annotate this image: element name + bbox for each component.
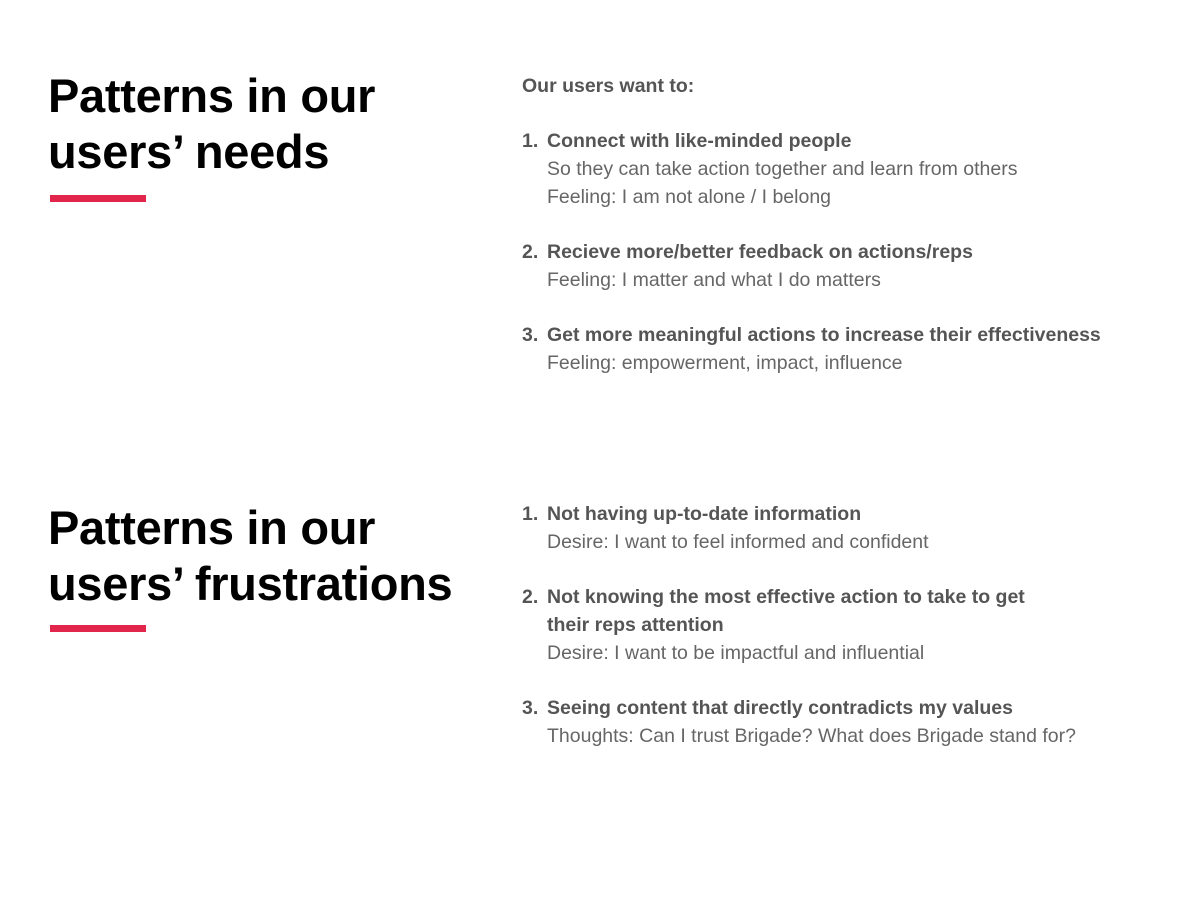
frustrations-accent-divider [50,625,146,632]
list-item-feeling: Feeling: empowerment, impact, influence [547,352,903,374]
needs-accent-divider [50,195,146,202]
frustrations-heading [48,500,488,612]
frustrations-heading-line-2: users’ frustrations [48,557,453,610]
needs-list [522,127,1172,377]
needs-intro: Our users want to: [522,75,695,97]
list-item-title: Not having up-to-date information [547,503,862,525]
list-item-feeling: Feeling: I matter and what I do matters [547,269,881,291]
frustrations-heading-line-1: Patterns in our [48,501,376,554]
list-item-title: Recieve more/better feedback on actions/reps [547,241,973,263]
frustrations-content [522,500,1172,777]
list-item-desire: Desire: I want to feel informed and confident [547,531,929,553]
needs-list-item [522,321,1172,377]
list-item-title: Seeing content that directly contradicts my values [547,697,1013,719]
needs-content [522,68,1172,404]
list-item-detail: So they can take action together and learn from others [547,158,1018,180]
frustrations-list-item [522,500,1172,556]
list-item-desire: Desire: I want to be impactful and influential [547,642,925,664]
frustrations-list [522,500,1172,750]
list-item-title: Connect with like-minded people [547,130,852,152]
needs-list-item [522,127,1172,211]
list-item-feeling: Feeling: I am not alone / I belong [547,186,832,208]
list-item-number: 3. [522,697,539,719]
list-item-title: Get more meaningful actions to increase their effectiveness [547,324,1101,346]
list-item-number: 1. [522,130,539,152]
needs-heading-line-1: Patterns in our [48,69,376,122]
list-item-title: Not knowing the most effective action to take to get [547,586,1025,608]
list-item-number: 2. [522,241,539,263]
needs-heading-line-2: users’ needs [48,125,330,178]
needs-list-item [522,238,1172,294]
needs-heading [48,68,488,180]
frustrations-list-item [522,583,1172,667]
list-item-number: 3. [522,324,539,346]
frustrations-list-item [522,694,1172,750]
list-item-title-continued: their reps attention [547,614,724,636]
list-item-number: 2. [522,586,539,608]
list-item-number: 1. [522,503,539,525]
list-item-thoughts: Thoughts: Can I trust Brigade? What does Brigade stand for? [547,725,1076,747]
